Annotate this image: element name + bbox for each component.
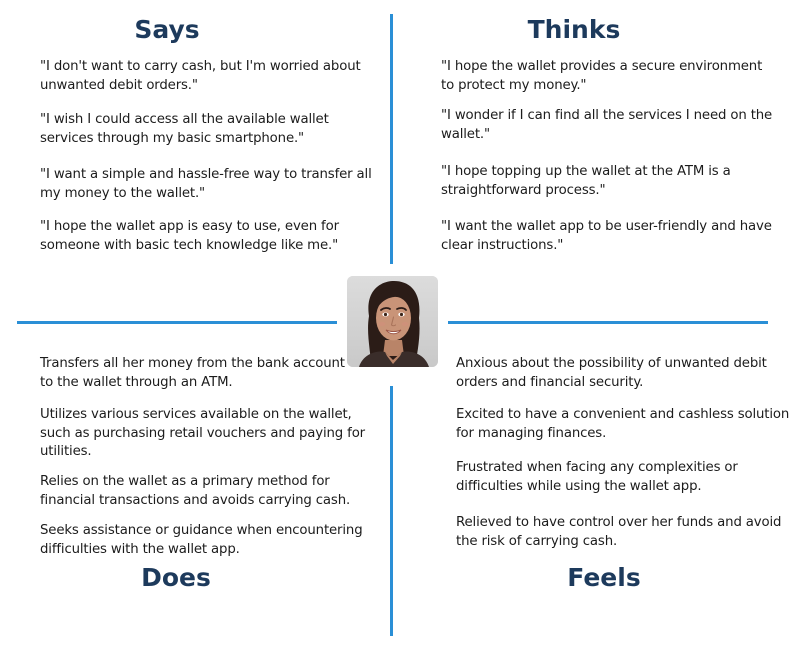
feels-item: Frustrated when facing any complexities or difficulties while using the wallet app. (456, 460, 738, 494)
horizontal-divider-left (17, 321, 337, 324)
does-heading: Does (141, 563, 211, 592)
feels-item: Excited to have a convenient and cashless solution for managing finances. (456, 407, 790, 441)
feels-item: Anxious about the possibility of unwanted debit orders and financial security. (456, 356, 767, 390)
persona-avatar (347, 276, 438, 367)
horizontal-divider-right (448, 321, 768, 324)
says-item: "I want a simple and hassle-free way to transfer all my money to the wallet." (40, 167, 372, 201)
says-item: "I hope the wallet app is easy to use, even for someone with basic tech knowledge like me." (40, 219, 339, 253)
feels-heading: Feels (567, 563, 641, 592)
feels-item: Relieved to have control over her funds and avoid the risk of carrying cash. (456, 515, 782, 549)
vertical-divider-bottom (390, 386, 393, 636)
does-item: Transfers all her money from the bank account to the wallet through an ATM. (40, 356, 345, 390)
says-heading: Says (134, 15, 200, 44)
thinks-item: "I wonder if I can find all the services I need on the wallet." (441, 108, 773, 142)
does-item: Relies on the wallet as a primary method for financial transactions and avoids carrying cash. (40, 474, 351, 508)
does-item: Utilizes various services available on the wallet, such as purchasing retail vouchers and paying for utilities. (40, 407, 365, 459)
says-item: "I don't want to carry cash, but I'm worried about unwanted debit orders." (40, 59, 361, 93)
thinks-item: "I hope the wallet provides a secure environment to protect my money." (441, 59, 763, 93)
thinks-item: "I hope topping up the wallet at the ATM is a straightforward process." (441, 164, 731, 198)
persona-portrait-icon (347, 276, 438, 367)
thinks-heading: Thinks (527, 15, 621, 44)
vertical-divider-top (390, 14, 393, 264)
does-item: Seeks assistance or guidance when encountering difficulties with the wallet app. (40, 523, 363, 557)
says-item: "I wish I could access all the available wallet services through my basic smartphone." (40, 112, 329, 146)
thinks-item: "I want the wallet app to be user-friendly and have clear instructions." (441, 219, 772, 253)
